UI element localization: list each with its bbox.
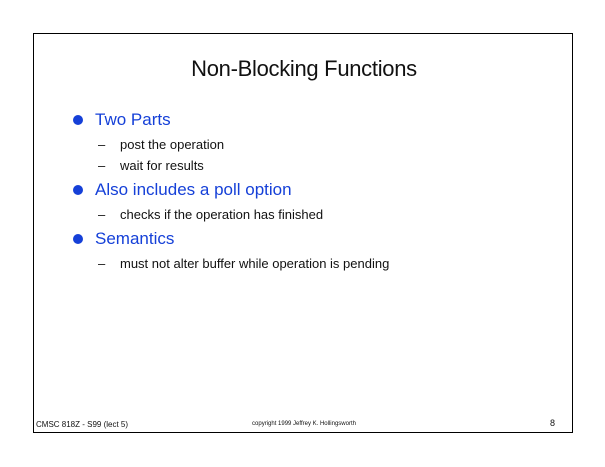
bullet-item bbox=[73, 228, 174, 250]
sub-bullet-text: wait for results bbox=[120, 157, 204, 173]
sub-bullet-item bbox=[98, 135, 224, 153]
bullet-text: Also includes a poll option bbox=[95, 180, 292, 199]
sub-bullet-item bbox=[98, 156, 204, 174]
bullet-dot-icon bbox=[73, 234, 83, 244]
sub-bullet-text: must not alter buffer while operation is pending bbox=[120, 255, 390, 271]
bullet-dot-icon bbox=[73, 115, 83, 125]
bullet-text: Two Parts bbox=[95, 110, 171, 129]
page-number: 8 bbox=[550, 418, 556, 428]
bullet-list bbox=[34, 34, 574, 434]
footer-copyright: copyright 1999 Jeffrey K. Hollingsworth bbox=[252, 421, 356, 427]
slide-title: Non-Blocking Functions bbox=[191, 56, 417, 81]
footer-course: CMSC 818Z - S99 (lect 5) bbox=[36, 420, 129, 429]
dash-icon: – bbox=[98, 255, 106, 271]
sub-bullet-item bbox=[98, 205, 323, 223]
bullet-item bbox=[73, 179, 292, 201]
sub-bullet-text: post the operation bbox=[120, 136, 225, 152]
slide-frame bbox=[33, 33, 573, 433]
dash-icon: – bbox=[98, 206, 106, 222]
sub-bullet-text: checks if the operation has finished bbox=[120, 206, 324, 222]
dash-icon: – bbox=[98, 157, 106, 173]
sub-bullet-item bbox=[98, 254, 389, 272]
bullet-item bbox=[73, 109, 171, 131]
bullet-text: Semantics bbox=[95, 229, 175, 248]
dash-icon: – bbox=[98, 136, 106, 152]
bullet-dot-icon bbox=[73, 185, 83, 195]
